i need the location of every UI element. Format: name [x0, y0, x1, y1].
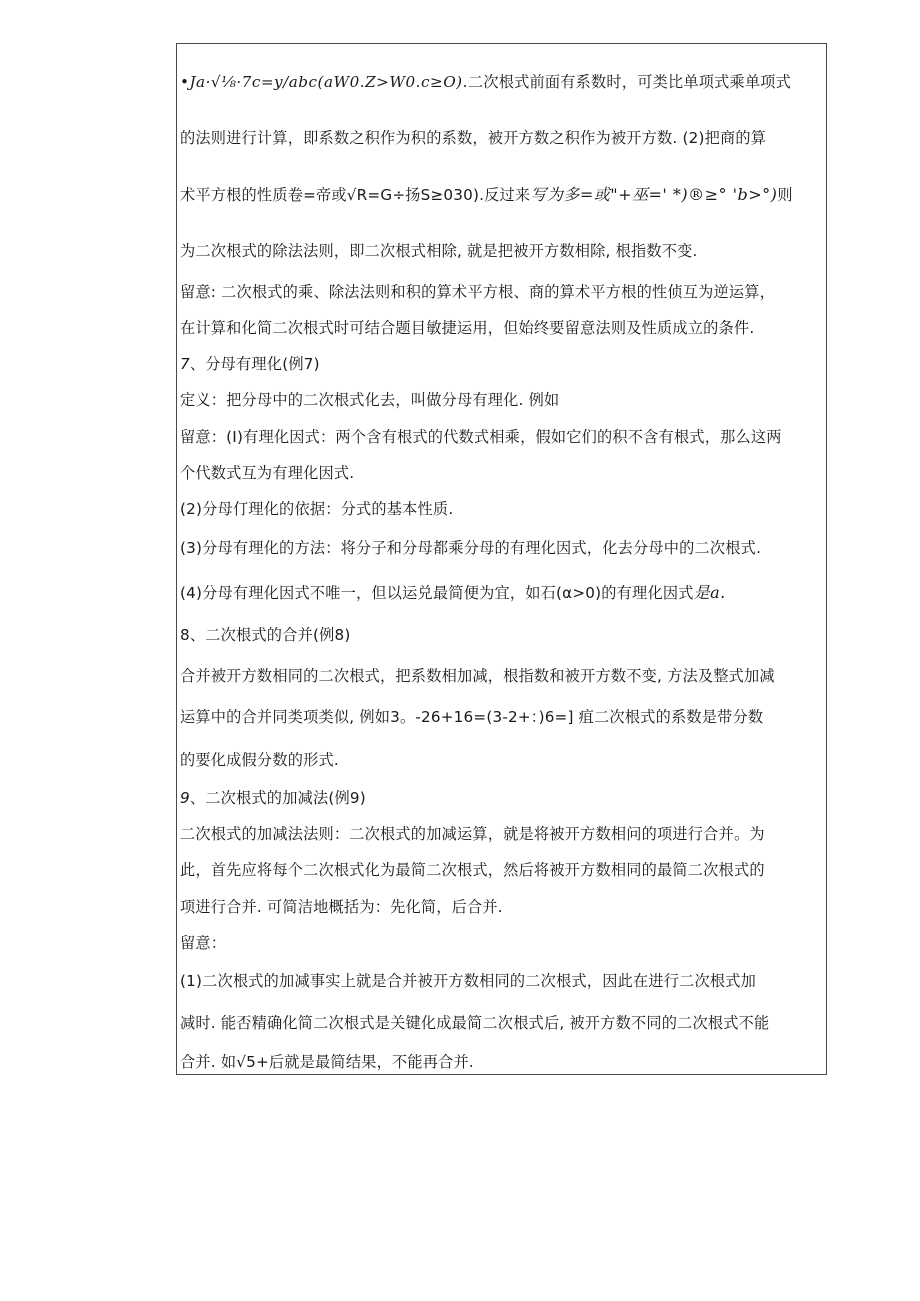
section-heading-9 — [180, 788, 825, 808]
handwritten-formula: 是a. — [693, 583, 726, 602]
section-heading-7 — [180, 354, 825, 374]
text-segment: 减时. 能否精确化简二次根式是关键化成最简二次根式后, 被开方数不同的二次根式不能 — [180, 1014, 770, 1032]
handwritten-formula: •Ja·√⅛·7c=y/abc(aW0.Z>W0.c≥O). — [180, 73, 468, 91]
text-line-19 — [180, 824, 825, 844]
text-segment: 为二次根式的除法法则，即二次根式相除, 就是把被开方数相除, 根指数不变. — [180, 242, 698, 260]
text-segment: (1)二次根式的加减事实上就是合并被开方数相同的二次根式，因此在进行二次根式加 — [180, 972, 757, 990]
text-segment: 留意: 二次根式的乘、除法法则和积的算术平方根、商的算术平方根的性侦互为逆运算， — [180, 283, 776, 301]
text-line-4 — [180, 241, 825, 261]
text-line-2 — [180, 128, 825, 148]
section-number: 9 — [180, 789, 190, 807]
text-segment: (3)分母有理化的方法：将分子和分母都乘分母的有理化因式，化去分母中的二次根式. — [180, 539, 762, 557]
text-segment: 项进行合并. 可简洁地概括为：先化简，后合并. — [180, 898, 503, 916]
text-line-6 — [180, 318, 825, 338]
text-line-5 — [180, 282, 825, 302]
text-line-25 — [180, 1052, 825, 1072]
text-line-10 — [180, 463, 825, 483]
section-title: 、分母有理化(例7) — [189, 355, 320, 373]
text-line-16 — [180, 707, 825, 727]
text-line-20 — [180, 860, 825, 880]
text-line-15 — [180, 666, 825, 686]
text-line-23 — [180, 971, 825, 991]
text-segment: 二次根式的加减法法则：二次根式的加减运算，就是将被开方数相问的项进行合并。为 — [180, 825, 765, 843]
text-segment: 定义：把分母中的二次根式化去，叫做分母有理化. 例如 — [180, 391, 560, 409]
text-segment: 在计算和化简二次根式时可结合题目敏捷运用，但始终要留意法则及性质成立的条件. — [180, 319, 755, 337]
text-segment: 二次根式前面有系数时，可类比单项式乘单项式 — [467, 73, 792, 91]
text-segment: 术平方根的性质卷=帝或√R=G÷扬S≥030).反过来 — [180, 186, 531, 204]
text-line-17 — [180, 750, 825, 770]
text-line-24 — [180, 1013, 825, 1033]
text-segment: 合并被开方数相同的二次根式，把系数相加减，根指数和被开方数不变, 方法及整式加减 — [180, 667, 775, 685]
text-line-21 — [180, 897, 825, 917]
text-segment: 留意：(I)有理化因式：两个含有根式的代数式相乘，假如它们的积不含有根式，那么这两 — [180, 428, 782, 446]
text-segment: 则 — [777, 186, 793, 204]
text-line-8 — [180, 390, 825, 410]
text-segment: 个代数式互为有理化因式. — [180, 464, 355, 482]
text-line-22 — [180, 933, 825, 953]
text-segment: (2)分母仃理化的依据：分式的基本性质. — [180, 500, 454, 518]
text-segment: 的要化成假分数的形式. — [180, 751, 339, 769]
section-heading-8 — [180, 625, 825, 645]
handwritten-formula: 写为多=或"+巫=' *)®≥° 'b>°) — [530, 185, 778, 204]
text-line-3 — [180, 185, 825, 205]
section-number: 7 — [180, 355, 190, 373]
text-line-11 — [180, 499, 825, 519]
text-segment: 合并. 如√5+后就是最简结果，不能再合并. — [180, 1053, 474, 1071]
section-title: 、二次根式的加减法(例9) — [189, 789, 366, 807]
text-line-13 — [180, 583, 825, 603]
text-line-1 — [180, 72, 825, 92]
text-line-12 — [180, 538, 825, 558]
text-segment: (4)分母有理化因式不唯一，但以运兑最简便为宜，如石(α>0)的有理化因式 — [180, 584, 694, 602]
text-segment: 留意： — [180, 934, 227, 952]
section-title: 8、二次根式的合并(例8) — [180, 626, 351, 644]
text-segment: 此，首先应将每个二次根式化为最简二次根式，然后将被开方数相同的最简二次根式的 — [180, 861, 765, 879]
text-segment: 的法则进行计算，即系数之积作为积的系数，被开方数之积作为被开方数. (2)把商的算 — [180, 129, 767, 147]
text-line-9 — [180, 427, 825, 447]
text-segment: 运算中的合并同类项类似, 例如3。-26+16=(3-2+：)6=] 疽二次根式的系数是带分数 — [180, 708, 764, 726]
